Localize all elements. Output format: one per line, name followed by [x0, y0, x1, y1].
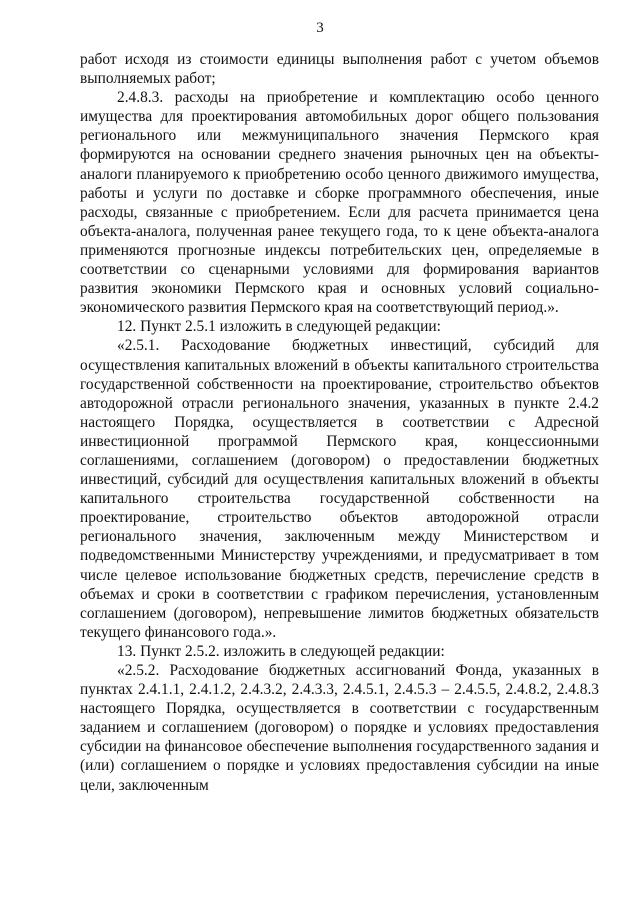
- paragraph-item-13: 13. Пункт 2.5.2. изложить в следующей редакции:: [117, 642, 445, 660]
- document-body: [80, 50, 599, 795]
- page-number: 3: [316, 20, 324, 36]
- paragraph-2-5-1: «2.5.1. Расходование бюджетных инвестиций, субсидий для осуществления капитальных вложений в объекты капитального строительства государственной собственности на проектирование, строительство объектов автодорожной отрасли регионального значения, указанных в пункте 2.4.2 настоящего Порядка, осуществляется в соответствии с Адресной инвестиционной программой Пермского края, концессионными соглашениями, соглашением (договором) о предоставлении бюджетных инвестиций, субсидий для осуществления капитальных вложений в объекты капитального строительства государственной собственности на проектирование, строительство объектов автодорожной отрасли регионального значения, заключенным между Министерством и подведомственными Министерству учреждениями, и предусматривает в том числе целевое использование бюджетных средств, перечисление средств в объемах и сроки в соответствии с графиком перечисления, установленным соглашением (договором), непревышение лимитов бюджетных обязательств текущего финансового года.».: [80, 337, 599, 641]
- paragraph-item-12: 12. Пункт 2.5.1 изложить в следующей редакции:: [117, 318, 441, 336]
- paragraph-2-5-2: «2.5.2. Расходование бюджетных ассигнований Фонда, указанных в пунктах 2.4.1.1, 2.4.1.2, 2.4.3.2, 2.4.3.3, 2.4.5.1, 2.4.5.3 – 2.4.5.5, 2.4.8.2, 2.4.8.3 настоящего Порядка, осуществляется в соответствии с государственным заданием и соглашением (договором) о порядке и условиях предоставления субсидии на финансовое обеспечение выполнения государственного задания и (или) соглашением о порядке и условиях предоставления субсидии на иные цели, заключенным: [80, 662, 599, 794]
- paragraph-2-4-8-3: 2.4.8.3. расходы на приобретение и комплектацию особо ценного имущества для проектирования автомобильных дорог общего пользования регионального или межмуниципального значения Пермского края формируются на основании среднего значения рыночных цен на объекты-аналоги планируемого к приобретению особо ценного движимого имущества, работы и услуги по доставке и сборке программного обеспечения, иные расходы, связанные с приобретением. Если для расчета принимается цена объекта-аналога, полученная ранее текущего года, то к цене объекта-аналога применяются прогнозные индексы потребительских цен, определяемые в соответствии со сценарными условиями для формирования вариантов развития экономики Пермского края и основных условий социально-экономического развития Пермского края на соответствующий период.».: [80, 89, 599, 317]
- paragraph-continuation: работ исходя из стоимости единицы выполнения работ с учетом объемов выполняемых работ;: [80, 51, 599, 88]
